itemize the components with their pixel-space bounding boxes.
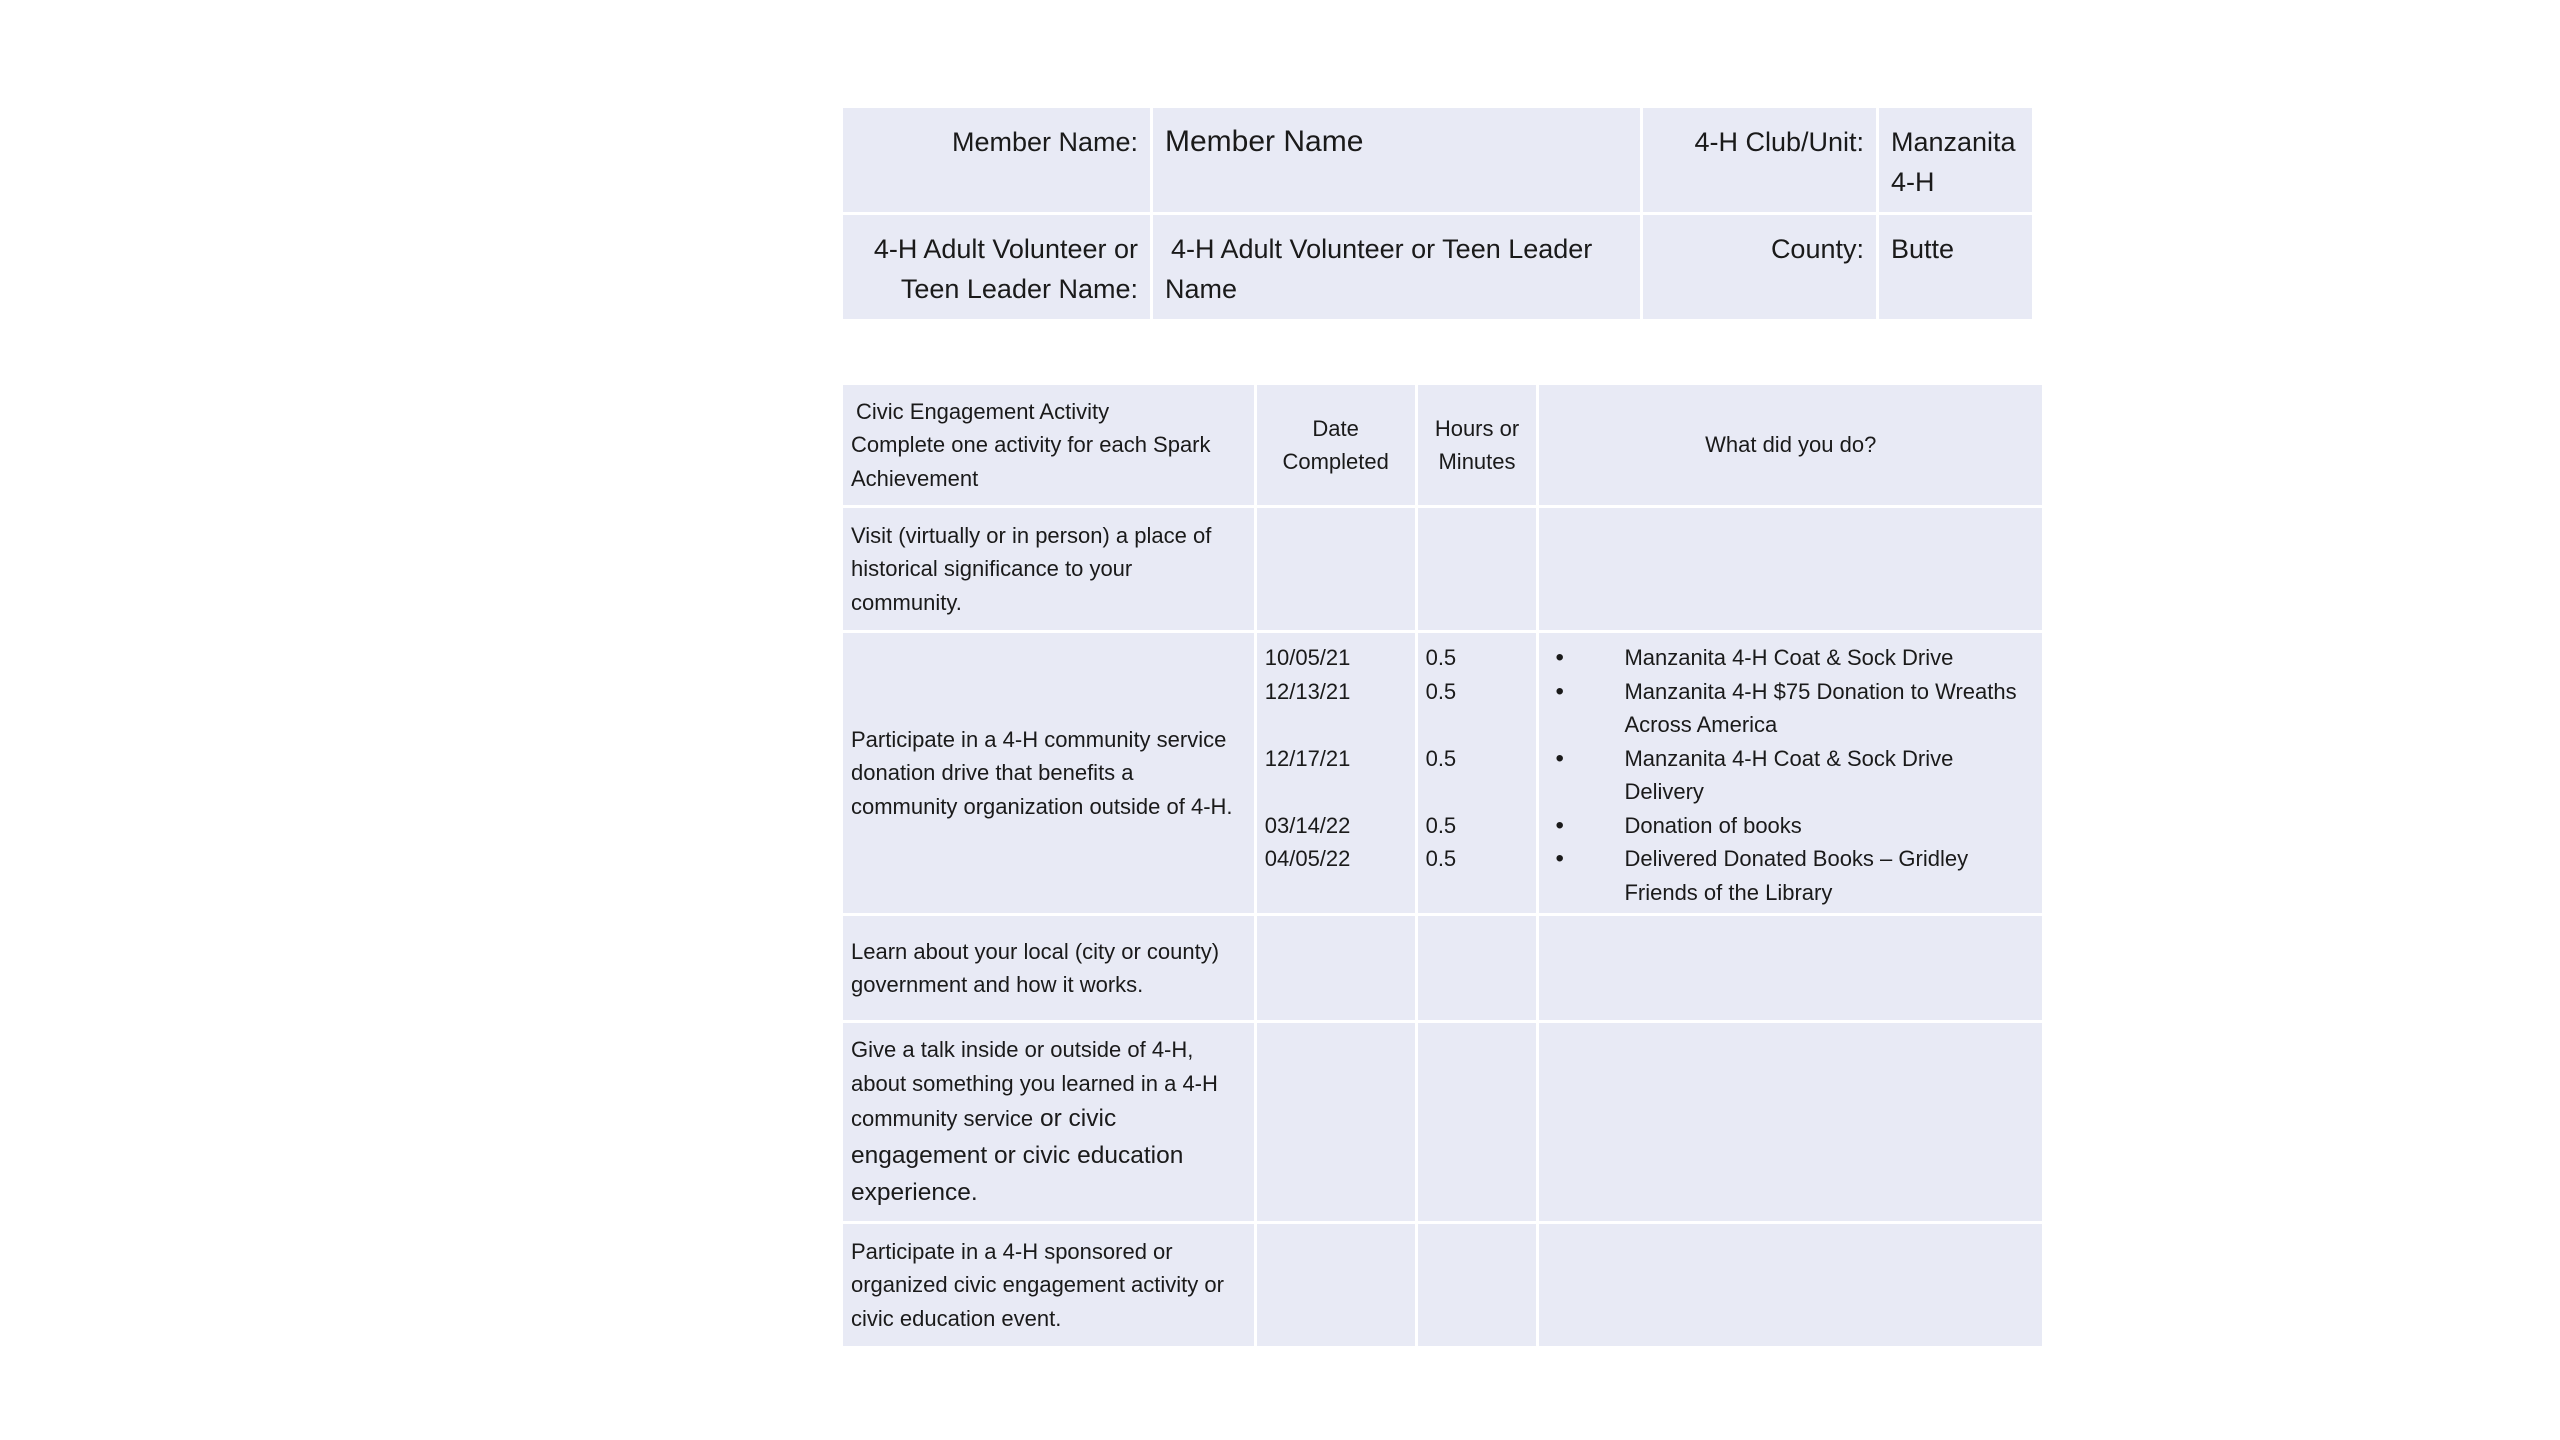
date-value: 12/17/21 xyxy=(1264,745,1351,771)
leader-info-row xyxy=(843,215,2032,319)
table-row xyxy=(843,633,2042,913)
member-info-row xyxy=(843,108,2032,212)
hours-cell[interactable] xyxy=(1418,1224,1537,1346)
member-name-field[interactable]: Member Name xyxy=(1153,108,1640,212)
hours-cell[interactable] xyxy=(1418,1023,1537,1221)
leader-name-label: 4-H Adult Volunteer or Teen Leader Name: xyxy=(843,215,1150,319)
activity-donation-drive: Participate in a 4-H community service donation drive that benefits a community organization outside of 4-H. xyxy=(843,633,1254,913)
list-item: • Manzanita 4-H Coat & Sock Drive Delivery xyxy=(1547,742,2034,809)
header-date-completed: Date Completed xyxy=(1257,385,1415,505)
hours-cell[interactable] xyxy=(1418,916,1537,1020)
list-item: • Delivered Donated Books – Gridley Friends of the Library xyxy=(1547,842,2034,909)
hours-cell[interactable] xyxy=(1418,508,1537,630)
county-field[interactable]: Butte xyxy=(1879,215,2032,319)
table-row xyxy=(843,508,2042,630)
county-label: County: xyxy=(1643,215,1876,319)
activity-give-talk: Give a talk inside or outside of 4-H, about something you learned in a 4-H community service or civic engagement or civic education experience. xyxy=(843,1023,1254,1221)
activity-participate-civic: Participate in a 4-H sponsored or organized civic engagement activity or civic education event. xyxy=(843,1224,1254,1346)
date-value: 04/05/22 xyxy=(1264,846,1351,871)
activity-learn-government: Learn about your local (city or county) government and how it works. xyxy=(843,916,1254,1020)
date-value: 10/05/21 xyxy=(1264,645,1351,670)
date-cell[interactable] xyxy=(1257,1023,1415,1221)
date-cell[interactable] xyxy=(1257,916,1415,1020)
hours-value: 0.5 xyxy=(1425,846,1457,871)
list-item: • Manzanita 4-H Coat & Sock Drive xyxy=(1547,641,2034,675)
date-cell[interactable] xyxy=(1257,508,1415,630)
header-what-did-you-do: What did you do? xyxy=(1539,385,2042,505)
list-item: • Manzanita 4-H $75 Donation to Wreaths Across America xyxy=(1547,675,2034,742)
member-info-table xyxy=(840,105,2035,322)
club-unit-field[interactable] xyxy=(1879,108,2032,212)
member-name-label: Member Name: xyxy=(843,108,1150,212)
list-item: • Donation of books xyxy=(1547,809,2034,843)
club-unit-label: 4-H Club/Unit: xyxy=(1643,108,1876,212)
what-cell[interactable] xyxy=(1539,508,2042,630)
hours-value: 0.5 xyxy=(1425,678,1457,704)
what-cell[interactable] xyxy=(1539,1224,2042,1346)
table-row xyxy=(843,1023,2042,1221)
date-value: 03/14/22 xyxy=(1264,812,1351,838)
what-cell[interactable] xyxy=(1539,916,2042,1020)
hours-value: 0.5 xyxy=(1425,745,1457,771)
hours-cell[interactable] xyxy=(1418,633,1537,913)
header-hours-minutes: Hours or Minutes xyxy=(1418,385,1537,505)
club-unit-value-line2: 4-H xyxy=(1891,167,1935,197)
date-cell[interactable] xyxy=(1257,1224,1415,1346)
club-unit-value-line1: Manzanita xyxy=(1891,127,2016,157)
what-cell[interactable] xyxy=(1539,1023,2042,1221)
date-cell[interactable] xyxy=(1257,633,1415,913)
table-header-row xyxy=(843,385,2042,505)
date-value: 12/13/21 xyxy=(1264,678,1351,704)
what-cell[interactable] xyxy=(1539,633,2042,913)
table-row xyxy=(843,916,2042,1020)
activity-visit-historical: Visit (virtually or in person) a place of historical significance to your community. xyxy=(843,508,1254,630)
header-activity: Civic Engagement Activity Complete one activity for each Spark Achievement xyxy=(843,385,1254,505)
hours-value: 0.5 xyxy=(1425,812,1457,838)
activity-list xyxy=(1547,641,2034,909)
table-row xyxy=(843,1224,2042,1346)
civic-engagement-table xyxy=(840,382,2045,1349)
hours-value: 0.5 xyxy=(1425,645,1457,670)
leader-name-field[interactable]: 4-H Adult Volunteer or Teen Leader Name xyxy=(1153,215,1640,319)
